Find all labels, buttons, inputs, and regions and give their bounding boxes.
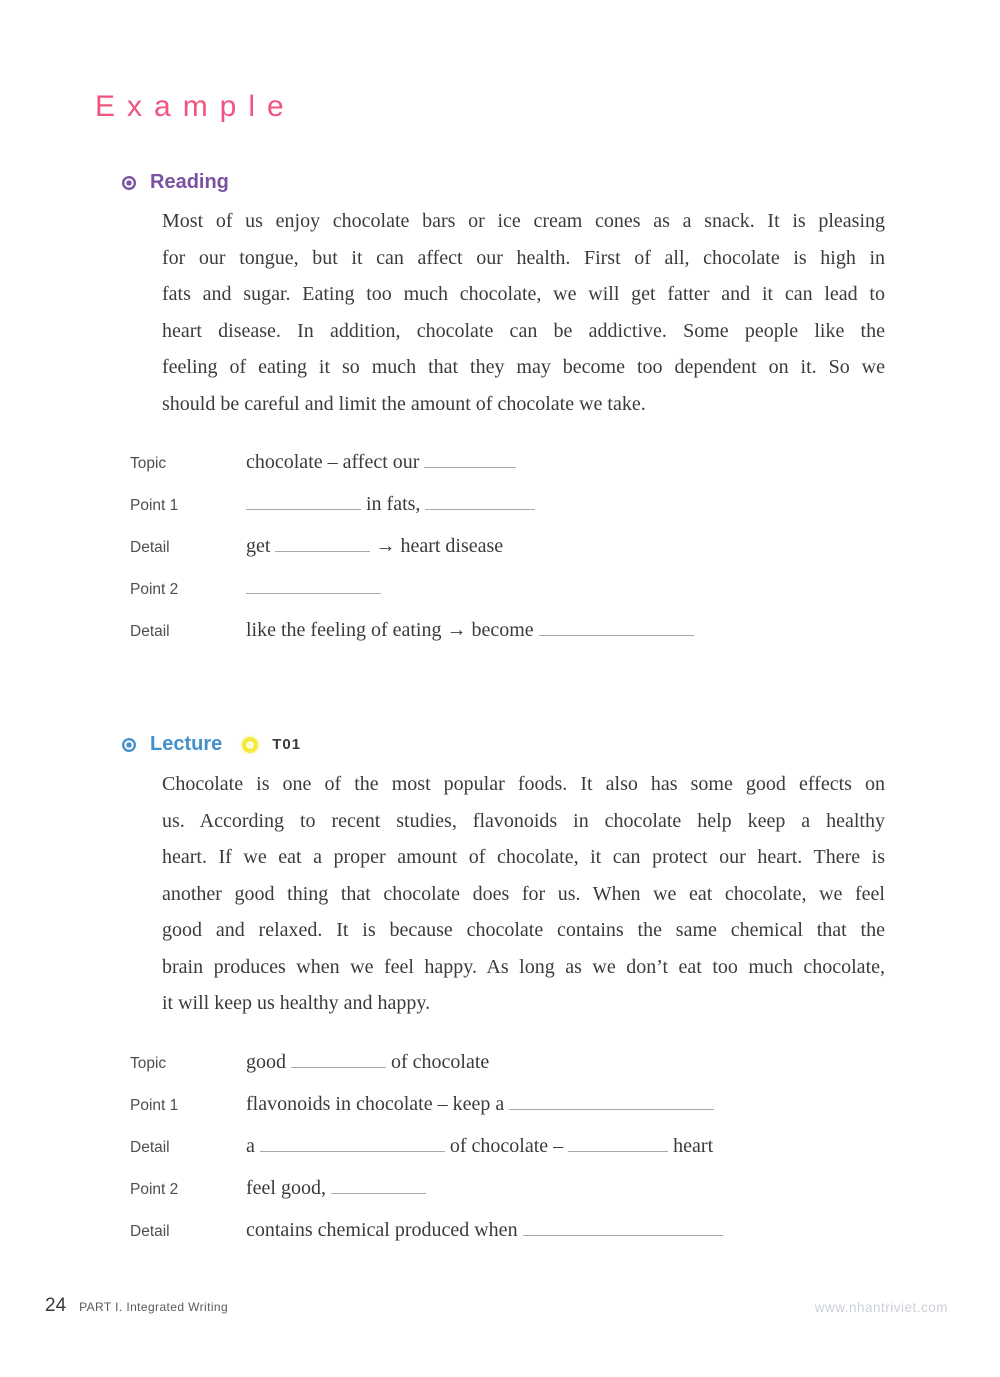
reading-heading-label: Reading (150, 171, 229, 193)
passage-line: should be careful and limit the amount of chocolate we take. (162, 392, 646, 415)
passage-line: brain produces when we feel happy. As long as we don’t eat too much chocolate, (162, 955, 885, 978)
blank-line (246, 576, 381, 594)
note-label: Point 1 (130, 1097, 179, 1114)
passage-line: it will keep us healthy and happy. (162, 992, 431, 1014)
lecture-bullet-icon (122, 738, 136, 752)
blank-line (424, 450, 516, 468)
footer-section-title: PART I. Integrated Writing (79, 1300, 229, 1314)
passage-line: Chocolate is one of the most popular foods. It also has some good effects on (162, 773, 885, 795)
passage-line: another good thing that chocolate does for us. When we eat chocolate, we feel (162, 882, 885, 905)
note-content: feel good, (246, 1176, 426, 1200)
blank-line (523, 1218, 723, 1236)
passage-line: Most of us enjoy chocolate bars or ice cream cones as a snack. It is pleasing (162, 210, 885, 232)
passage-line: for our tongue, but it can affect our health. First of all, chocolate is high in (162, 246, 885, 269)
note-content: good of chocolate (246, 1051, 490, 1073)
lecture-notes-table (130, 1050, 723, 1260)
reading-bullet-icon (122, 176, 136, 190)
passage-line: fats and sugar. Eating too much chocolate, we will get fatter and it can lead to (162, 283, 885, 305)
note-content: chocolate – affect our (246, 450, 516, 474)
note-row (130, 1050, 723, 1092)
note-row (130, 492, 694, 534)
blank-line (425, 492, 535, 510)
note-row (130, 1176, 723, 1218)
page-title: Example (95, 90, 296, 123)
lecture-heading-label: Lecture (150, 733, 223, 755)
passage-line: good and relaxed. It is because chocolate contains the same chemical that the (162, 919, 885, 941)
passage-line: heart disease. In addition, chocolate can be addictive. Some people like the (162, 319, 885, 342)
reading-heading (122, 171, 229, 194)
blank-line (275, 534, 370, 552)
note-row (130, 450, 694, 492)
note-content: in fats, (246, 492, 535, 516)
blank-line (331, 1176, 426, 1194)
note-label: Detail (130, 623, 170, 640)
note-content: contains chemical produced when (246, 1218, 723, 1242)
passage-line: us. According to recent studies, flavonoids in chocolate help keep a healthy (162, 809, 885, 832)
footer-website: www.nhantriviet.com (814, 1300, 948, 1315)
page-number: 24 (45, 1295, 67, 1316)
audio-track-icon (242, 737, 258, 753)
note-row (130, 1092, 723, 1134)
note-row (130, 534, 694, 576)
note-label: Detail (130, 1223, 170, 1240)
note-label: Detail (130, 539, 170, 556)
blank-line (568, 1134, 668, 1152)
note-label: Detail (130, 1139, 170, 1156)
note-content: flavonoids in chocolate – keep a (246, 1092, 714, 1116)
note-label: Point 2 (130, 581, 179, 598)
note-content: a of chocolate – heart (246, 1135, 714, 1157)
note-row (130, 1134, 723, 1176)
blank-line (539, 618, 694, 636)
note-row (130, 576, 694, 618)
note-label: Point 2 (130, 1181, 179, 1198)
reading-passage (162, 203, 885, 422)
passage-line: feeling of eating it so much that they may become too dependent on it. So we (162, 356, 885, 378)
blank-line (509, 1092, 714, 1110)
blank-line (246, 492, 361, 510)
note-content (246, 576, 381, 600)
blank-line (291, 1050, 386, 1068)
note-content: get → heart disease (246, 535, 504, 557)
note-label: Topic (130, 1055, 167, 1072)
lecture-heading (122, 733, 301, 756)
note-row (130, 618, 694, 660)
note-row (130, 1218, 723, 1260)
footer (45, 1295, 228, 1317)
audio-track-label: T01 (272, 736, 302, 753)
blank-line (260, 1134, 445, 1152)
note-content: like the feeling of eating → become (246, 618, 694, 642)
reading-notes-table (130, 450, 694, 660)
note-label: Point 1 (130, 497, 179, 514)
lecture-passage (162, 766, 885, 1022)
passage-line: heart. If we eat a proper amount of chocolate, it can protect our heart. There is (162, 846, 885, 868)
note-label: Topic (130, 455, 167, 472)
